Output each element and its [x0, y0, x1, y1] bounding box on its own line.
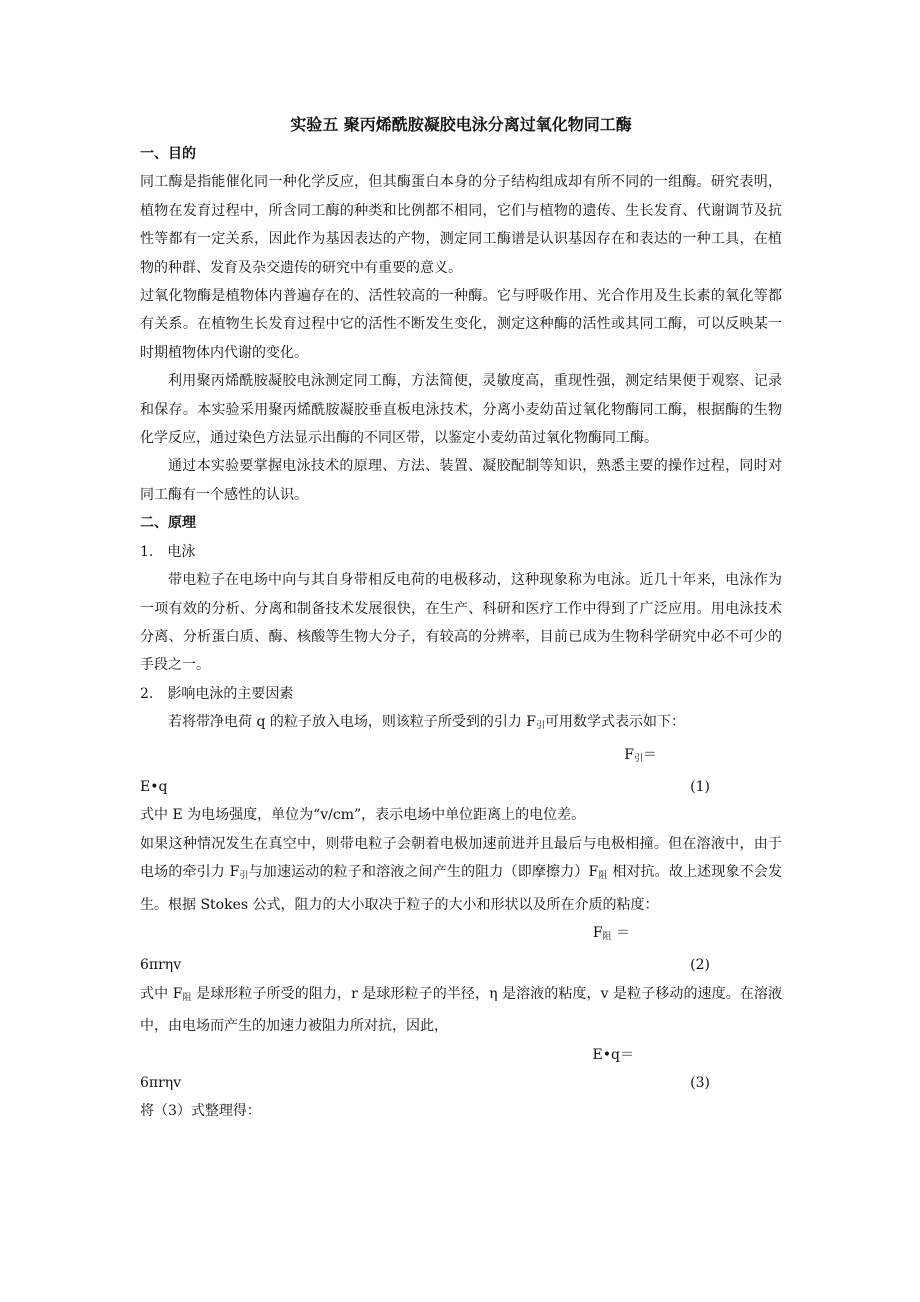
text-part: 可用数学式表示如下： — [545, 714, 686, 731]
formula-1-number: (1) — [690, 778, 710, 795]
subscript: 阻 — [598, 871, 608, 882]
item-electrophoresis: 1. 电泳 — [140, 543, 196, 560]
formula-symbol: F — [624, 746, 634, 763]
subscript: 引 — [536, 721, 546, 732]
paragraph-stokes — [140, 830, 782, 919]
paragraph-method: 利用聚丙烯酰胺凝胶电泳测定同工酶，方法简便，灵敏度高，重现性强，测定结果便于观察、记录和保存。本实验采用聚丙烯酰胺凝胶垂直板电泳技术，分离小麦幼苗过氧化物酶同工酶，根据酶的生物化学反应，通过染色方法显示出酶的不同区带，以鉴定小麦幼苗过氧化物酶同工酶。 — [140, 373, 782, 447]
formula-symbol: F — [592, 924, 603, 941]
formula-3-expression: 6πrηv — [140, 1075, 182, 1091]
paragraph-charged-particle — [140, 708, 782, 740]
paragraph-objective: 通过本实验要掌握电泳技术的原理、方法、装置、凝胶配制等知识，熟悉主要的操作过程，同时对同工酶有一个感性的认识。 — [140, 458, 782, 503]
paragraph-field-strength: 式中 E 为电场强度，单位为“v/cm”，表示电场中单位距离上的电位差。 — [140, 807, 586, 824]
subscript: 阻 — [602, 931, 612, 942]
document-title: 实验五 聚丙烯酰胺凝胶电泳分离过氧化物同工酶 — [290, 115, 632, 134]
section-heading-purpose: 一、目的 — [140, 146, 196, 162]
formula-1-lhs — [140, 741, 782, 773]
section-heading-principle: 二、原理 — [140, 515, 196, 532]
subscript: 引 — [633, 753, 643, 764]
formula-2-expression: 6πrηv — [140, 957, 182, 974]
formula-3-number: (3) — [690, 1075, 710, 1091]
formula-2-number: (2) — [690, 957, 710, 974]
paragraph-resistance — [140, 980, 782, 1041]
formula-2 — [140, 951, 782, 979]
formula-3-lhs: E•q＝ — [592, 1046, 634, 1063]
text-part: 式中 F — [140, 985, 183, 1002]
subscript: 阻 — [182, 992, 192, 1003]
document-page — [140, 110, 782, 1126]
formula-2-lhs — [140, 919, 782, 951]
text-part: 相对抗。故上述现象不会发生。根据 Stokes 公式，阻力的大小取决于粒子的大小和形状以及所在介质的粘度： — [140, 864, 782, 913]
text-part: 如果这种情况发生在真空中，则带电粒子会朝着电极加速前进并且最后与电极相撞。但在溶液中，由于电场的牵引力 F — [140, 835, 782, 881]
formula-1-expression: E•q — [140, 778, 168, 795]
text-part: 是球形粒子所受的阻力，r 是球形粒子的半径，η 是溶液的粘度，v 是粒子移动的速度。在溶液中，由电场而产生的加速力被阻力所对抗，因此， — [140, 985, 782, 1035]
paragraph-isozyme-definition: 同工酶是指能催化同一种化学反应，但其酶蛋白本身的分子结构组成却有所不同的一组酶。研究表明，植物在发育过程中，所含同工酶的种类和比例都不相同，它们与植物的遗传、生长发育、代谢调节及抗性等都有一定关系，因此作为基因表达的产物，测定同工酶谱是认识基因存在和表达的一种工具，在植物的种群、发育及杂交遗传的研究中有重要的意义。 — [140, 174, 782, 276]
text-part: 若将带净电荷 q 的粒子放入电场，则该粒子所受到的引力 F — [168, 714, 537, 731]
subscript: 引 — [239, 871, 249, 882]
item-factors: 2. 影响电泳的主要因素 — [140, 685, 294, 702]
formula-symbol: ＝ — [611, 924, 630, 941]
paragraph-rearrange: 将（3）式整理得： — [140, 1103, 261, 1120]
formula-symbol: ＝ — [643, 746, 657, 763]
formula-1 — [140, 773, 782, 801]
paragraph-electrophoresis: 带电粒子在电场中向与其自身带相反电荷的电极移动，这种现象称为电泳。近几十年来，电泳作为一项有效的分析、分离和制备技术发展很快，在生产、科研和医疗工作中得到了广泛应用。用电泳技术分离、分析蛋白质、酶、核酸等生物大分子，有较高的分辨率，目前已成为生物科学研究中必不可少的手段之一。 — [140, 572, 782, 674]
formula-3 — [140, 1069, 782, 1097]
text-part: 与加速运动的粒子和溶液之间产生的阻力（即摩擦力）F — [248, 864, 599, 881]
paragraph-peroxidase: 过氧化物酶是植物体内普遍存在的、活性较高的一种酶。它与呼吸作用、光合作用及生长素的氧化等都有关系。在植物生长发育过程中它的活性不断发生变化，测定这种酶的活性或其同工酶，可以反映某一时期植物体内代谢的变化。 — [140, 288, 782, 361]
